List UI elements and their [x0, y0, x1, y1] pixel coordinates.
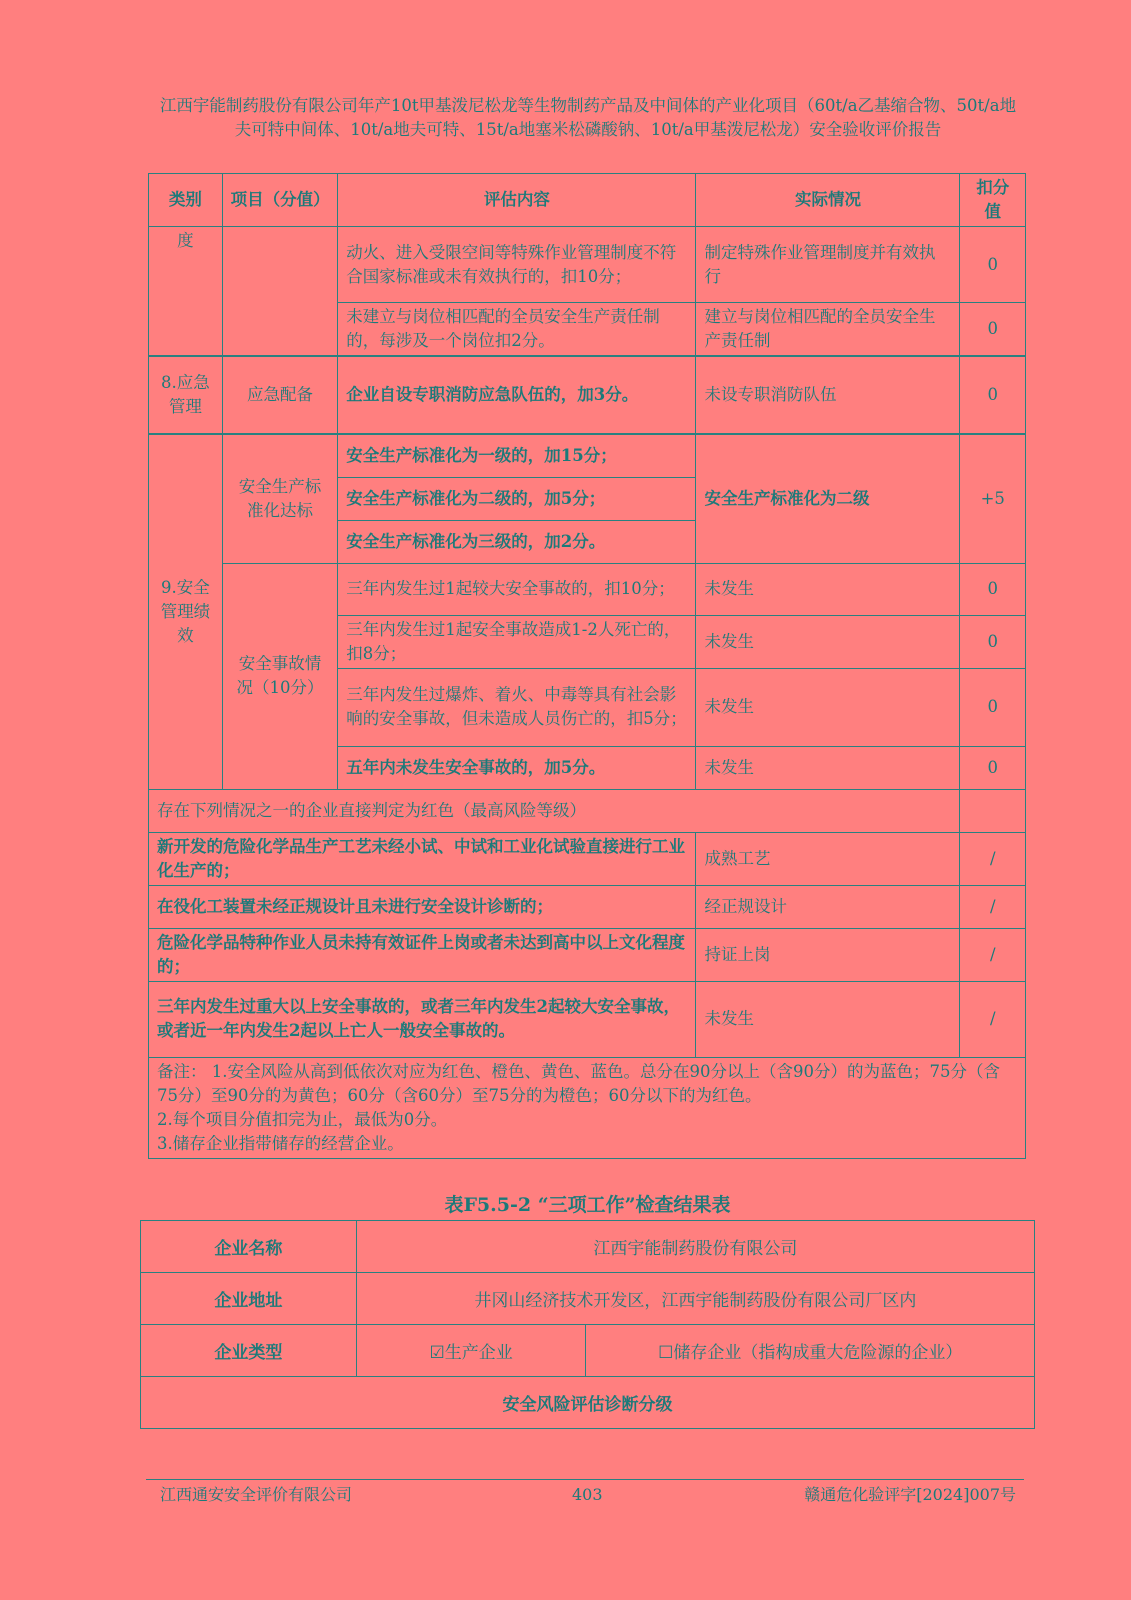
content-cell: 在役化工装置未经正规设计且未进行安全设计诊断的；	[149, 885, 696, 928]
actual-cell: 未发生	[696, 615, 960, 668]
col-header-actual: 实际情况	[696, 174, 960, 227]
company-address-label: 企业地址	[141, 1273, 357, 1325]
score-cell: /	[960, 928, 1026, 981]
table-row	[149, 356, 1026, 434]
content-cell: 三年内发生过重大以上安全事故的，或者三年内发生2起较大安全事故，或者近一年内发生2起以上亡人一般安全事故的。	[149, 981, 696, 1057]
table-row	[149, 227, 1026, 303]
note-1: 备注： 1.安全风险从高到低依次对应为红色、橙色、黄色、蓝色。总分在90分以上（含90分）的为蓝色；75分（含75分）至90分的为黄色；60分（含60分）至75分的为橙色；60分以下的为红色。	[157, 1061, 1000, 1105]
document-number: 赣通危化验评字[2024]007号	[804, 1485, 1016, 1504]
item-cell: 应急配备	[222, 356, 338, 434]
content-cell: 新开发的危险化学品生产工艺未经小试、中试和工业化试验直接进行工业化生产的；	[149, 832, 696, 885]
content-cell: 五年内未发生安全事故的，加5分。	[338, 746, 696, 789]
company-name-label: 企业名称	[141, 1221, 357, 1273]
score-cell: 0	[960, 563, 1026, 615]
red-row	[149, 832, 1026, 885]
actual-cell: 成熟工艺	[696, 832, 960, 885]
score-cell: 0	[960, 227, 1026, 303]
actual-cell: 未发生	[696, 668, 960, 746]
actual-cell: 经正规设计	[696, 885, 960, 928]
red-section-heading-row	[149, 789, 1026, 832]
storage-enterprise-checkbox[interactable]: ☐储存企业（指构成重大危险源的企业）	[586, 1325, 1035, 1377]
notes-cell	[149, 1057, 1026, 1158]
category-cell: 度	[149, 227, 223, 357]
content-cell: 安全生产标准化为一级的，加15分；	[338, 434, 696, 477]
content-cell: 未建立与岗位相匹配的全员安全生产责任制的，每涉及一个岗位扣2分。	[338, 303, 696, 357]
risk-grading-heading: 安全风险评估诊断分级	[141, 1377, 1035, 1429]
company-name-row	[141, 1221, 1035, 1273]
company-name-value: 江西宇能制药股份有限公司	[356, 1221, 1034, 1273]
score-cell: 0	[960, 356, 1026, 434]
actual-cell: 未发生	[696, 981, 960, 1057]
red-row	[149, 928, 1026, 981]
actual-cell: 未发生	[696, 746, 960, 789]
actual-cell: 建立与岗位相匹配的全员安全生产责任制	[696, 303, 960, 357]
three-work-table	[140, 1220, 1035, 1429]
actual-cell: 安全生产标准化为二级	[696, 434, 960, 563]
note-2: 2.每个项目分值扣完为止，最低为0分。	[157, 1109, 448, 1129]
content-cell: 三年内发生过爆炸、着火、中毒等具有社会影响的安全事故，但未造成人员伤亡的，扣5分；	[338, 668, 696, 746]
table-row	[149, 434, 1026, 477]
content-cell: 安全生产标准化为三级的，加2分。	[338, 520, 696, 563]
col-header-score: 扣分值	[960, 174, 1026, 227]
col-header-item: 项目（分值）	[222, 174, 338, 227]
category-cell: 8.应急管理	[149, 356, 223, 434]
red-section-heading: 存在下列情况之一的企业直接判定为红色（最高风险等级）	[149, 789, 960, 832]
content-cell: 三年内发生过1起安全事故造成1-2人死亡的，扣8分；	[338, 615, 696, 668]
three-work-table-title: 表F5.5-2 “三项工作”检查结果表	[444, 1194, 731, 1216]
red-row	[149, 981, 1026, 1057]
company-type-label: 企业类型	[141, 1325, 357, 1377]
empty-cell	[960, 789, 1026, 832]
actual-cell: 持证上岗	[696, 928, 960, 981]
item-cell: 安全事故情况（10分）	[222, 563, 338, 789]
production-enterprise-checkbox[interactable]: ☑生产企业	[356, 1325, 586, 1377]
actual-cell: 未发生	[696, 563, 960, 615]
content-cell: 安全生产标准化为二级的，加5分；	[338, 477, 696, 520]
item-cell	[222, 227, 338, 357]
score-cell: /	[960, 832, 1026, 885]
table-header-row	[149, 174, 1026, 227]
actual-cell: 制定特殊作业管理制度并有效执行	[696, 227, 960, 303]
notes-row	[149, 1057, 1026, 1158]
score-cell: /	[960, 885, 1026, 928]
score-cell: 0	[960, 615, 1026, 668]
content-cell: 企业自设专职消防应急队伍的，加3分。	[338, 356, 696, 434]
score-cell: 0	[960, 303, 1026, 357]
risk-heading-row	[141, 1377, 1035, 1429]
score-cell: /	[960, 981, 1026, 1057]
col-header-content: 评估内容	[338, 174, 696, 227]
page-number: 403	[572, 1485, 603, 1504]
category-cell: 9.安全管理绩效	[149, 434, 223, 789]
col-header-category: 类别	[149, 174, 223, 227]
content-cell: 三年内发生过1起较大安全事故的，扣10分；	[338, 563, 696, 615]
red-row	[149, 885, 1026, 928]
score-cell: +5	[960, 434, 1026, 563]
report-title: 江西宇能制药股份有限公司年产10t甲基泼尼松龙等生物制药产品及中间体的产业化项目（60t/a乙基缩合物、50t/a地夫可特中间体、10t/a地夫可特、15t/a地塞米松磷酸钠、10t/a甲基泼尼松龙）安全验收评价报告	[159, 96, 1017, 139]
company-address-value: 井冈山经济技术开发区，江西宇能制药股份有限公司厂区内	[356, 1273, 1034, 1325]
evaluation-table	[148, 173, 1026, 1159]
footer-divider	[146, 1479, 1024, 1480]
score-cell: 0	[960, 746, 1026, 789]
note-3: 3.储存企业指带储存的经营企业。	[157, 1133, 404, 1153]
footer-company: 江西通安安全评价有限公司	[160, 1485, 353, 1504]
company-address-row	[141, 1273, 1035, 1325]
content-cell: 危险化学品特种作业人员未持有效证件上岗或者未达到高中以上文化程度的；	[149, 928, 696, 981]
company-type-row	[141, 1325, 1035, 1377]
item-cell: 安全生产标准化达标	[222, 434, 338, 563]
content-cell: 动火、进入受限空间等特殊作业管理制度不符合国家标准或未有效执行的，扣10分；	[338, 227, 696, 303]
actual-cell: 未设专职消防队伍	[696, 356, 960, 434]
score-cell: 0	[960, 668, 1026, 746]
table-row	[149, 563, 1026, 615]
